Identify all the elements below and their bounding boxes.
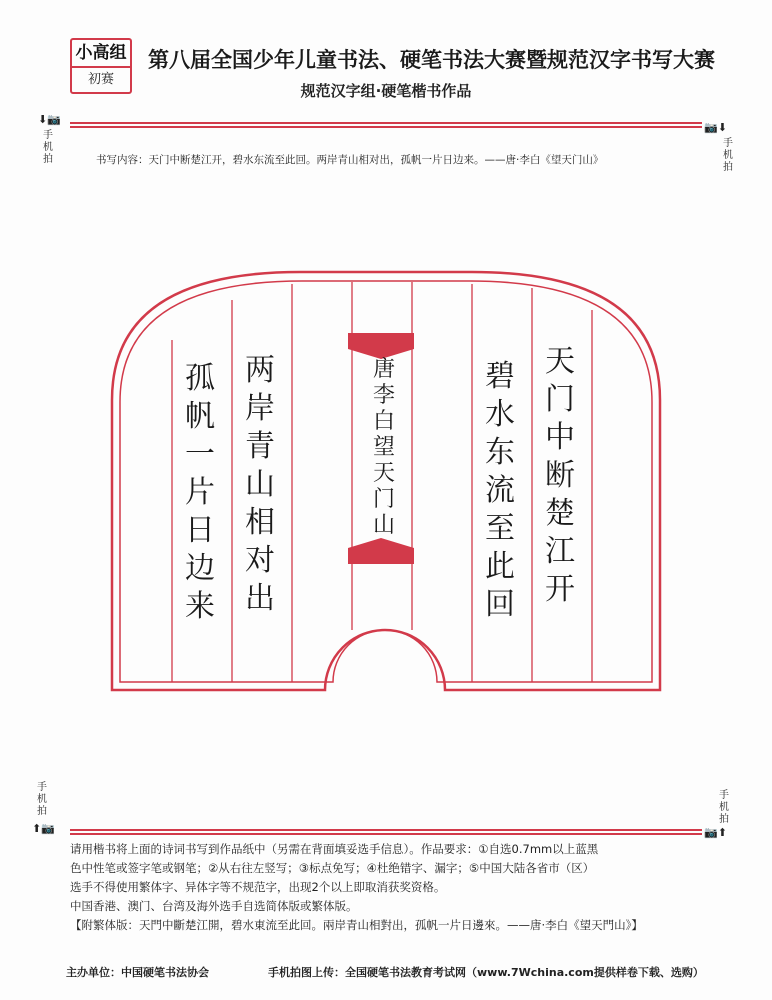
bottom-left-camera-icon: ⬆📷 [32,822,55,835]
calligraphy-character: 两 [245,353,275,388]
instruction-line: 【附繁体版：天門中斷楚江開，碧水東流至此回。兩岸青山相對出，孤帆一片日邊來。——唐·李白《望天門山》】 [70,918,643,932]
poem-column-2 [480,358,520,624]
poem-column-3 [240,352,280,618]
poem-column-1 [540,343,580,609]
bottom-right-phone-photo-label: 手机拍 [719,790,729,825]
calligraphy-character: 水 [485,397,515,432]
calligraphy-character: 相 [245,505,275,540]
calligraphy-character: 片 [185,475,215,510]
poem-title-character: 唐 [372,357,395,382]
page-title: 第八届全国少年儿童书法、硬笔书法大赛暨规范汉字书写大赛 [148,47,715,72]
calligraphy-character: 碧 [485,359,515,394]
calligraphy-character: 流 [485,473,515,508]
calligraphy-character: 此 [485,549,515,584]
calligraphy-character: 回 [485,587,515,622]
instruction-line: 中国香港、澳门、台湾及海外选手自选简体版或繁体版。 [70,899,358,913]
calligraphy-character: 中 [545,420,575,455]
poem-title-character: 山 [372,513,395,538]
poem-title-character: 天 [372,461,395,486]
calligraphy-character: 对 [245,543,275,578]
bottom-left-phone-photo-label: 手机拍 [37,782,47,817]
calligraphy-character: 开 [545,572,575,607]
calligraphy-character: 东 [485,435,515,470]
organizer-text: 主办单位：中国硬笔书法协会 [66,966,209,979]
instruction-line: 色中性笔或签字笔或钢笔；②从右往左竖写；③标点免写；④杜绝错字、漏字；⑤中国大陆各省市（区） [70,861,595,875]
calligraphy-character: 一 [185,437,215,472]
bottom-right-camera-icon: 📷⬆ [704,826,727,839]
calligraphy-character: 江 [545,534,575,569]
calligraphy-character: 楚 [545,496,575,531]
poem-column-4 [180,360,220,626]
poem-title-character: 门 [372,487,395,512]
calligraphy-character: 山 [245,467,275,502]
poem-title-vertical [356,357,412,539]
poem-title-character: 李 [372,383,395,408]
calligraphy-character: 青 [245,429,275,464]
calligraphy-character: 断 [545,458,575,493]
poem-title-character: 望 [372,435,395,460]
instruction-line: 请用楷书将上面的诗词书写到作品纸中（另需在背面填妥选手信息）。作品要求：①自选0.7mm以上蓝黑 [70,842,599,856]
instruction-line: 选手不得使用繁体字、异体字等不规范字，出现2个以上即取消获奖资格。 [70,880,446,894]
top-left-camera-icon: ⬇📷 [38,113,61,126]
calligraphy-character: 岸 [245,391,275,426]
instructions-block [70,840,690,935]
top-right-camera-icon: 📷⬇ [704,121,727,134]
badge-round-label: 初赛 [87,72,114,87]
calligraphy-character: 孤 [185,361,215,396]
page-subtitle: 规范汉字组·硬笔楷书作品 [300,82,472,100]
writing-content-prompt: 书写内容：天门中断楚江开，碧水东流至此回。两岸青山相对出，孤帆一片日边来。——唐·李白《望天门山》 [96,154,604,166]
top-right-phone-photo-label: 手机拍 [723,138,733,173]
badge-group-label: 小高组 [72,40,130,68]
calligraphy-character: 天 [545,344,575,379]
poem-title-character: 白 [372,409,395,434]
calligraphy-character: 至 [485,511,515,546]
calligraphy-character: 边 [185,551,215,586]
calligraphy-character: 门 [545,382,575,417]
calligraphy-character: 日 [185,513,215,548]
calligraphy-character: 帆 [185,399,215,434]
calligraphy-character: 来 [185,589,215,624]
top-left-phone-photo-label: 手机拍 [43,130,53,165]
calligraphy-character: 出 [245,581,275,616]
upload-info-text: 手机拍图上传：全国硬笔书法教育考试网（www.7Wchina.com提供样卷下载、选购） [268,966,704,979]
